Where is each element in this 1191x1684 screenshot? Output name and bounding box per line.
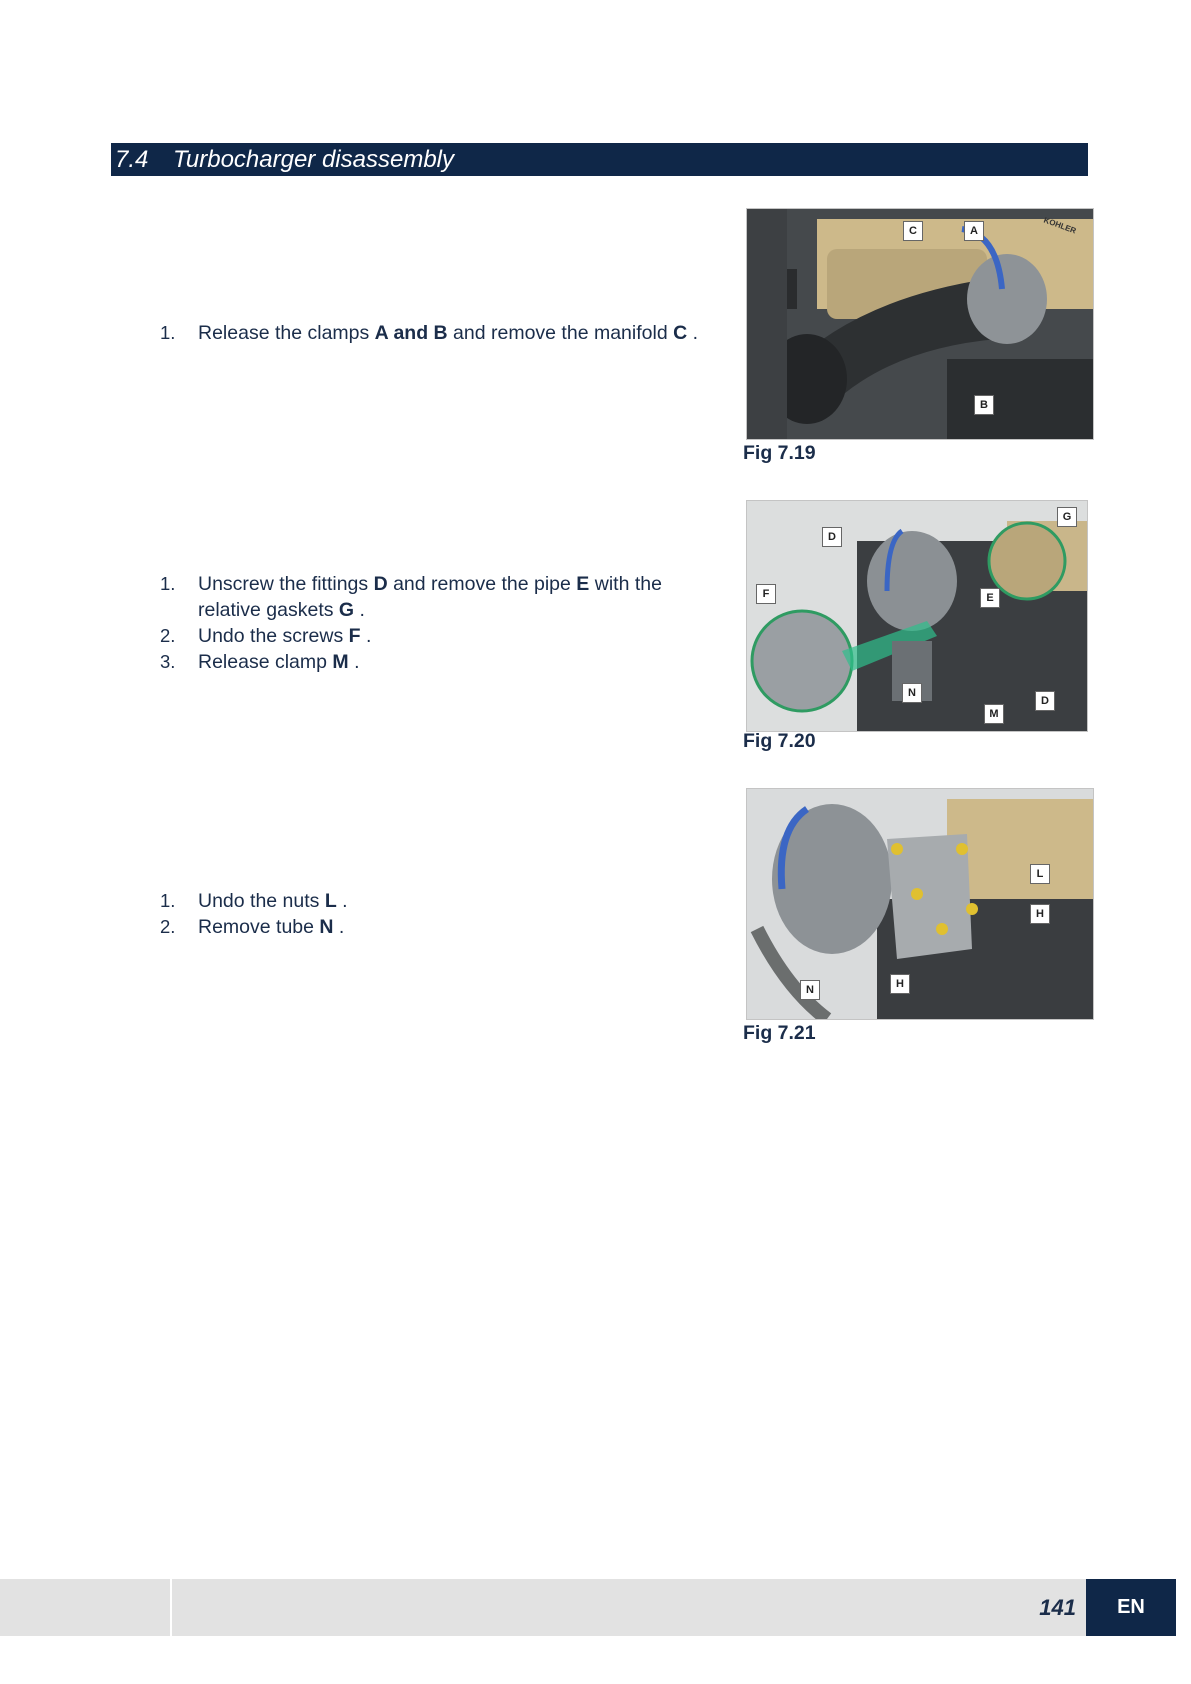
- step-list-2: [160, 571, 720, 675]
- figure-7-20-image: [746, 500, 1088, 732]
- callout-h-lower: H: [890, 974, 910, 994]
- callout-a: A: [964, 221, 984, 241]
- step-number: 3.: [160, 651, 176, 672]
- step-item: [160, 320, 720, 346]
- step-number: 2.: [160, 625, 176, 646]
- callout-g: G: [1057, 507, 1077, 527]
- step-item: [160, 571, 720, 623]
- step-item: [160, 888, 720, 914]
- step-text: Unscrew the fittings D and remove the pipe E with the relative gaskets G .: [198, 573, 662, 621]
- page-number: 141: [1039, 1594, 1076, 1620]
- callout-l: L: [1030, 864, 1050, 884]
- step-text: Release the clamps A and B and remove the manifold C .: [198, 322, 699, 344]
- figure-caption: Fig 7.19: [743, 442, 816, 464]
- step-item: [160, 914, 720, 940]
- figure-7-21-image: [746, 788, 1094, 1020]
- callout-h: H: [1030, 904, 1050, 924]
- callout-m: M: [984, 704, 1004, 724]
- figure-caption: Fig 7.20: [743, 730, 816, 752]
- step-item: [160, 623, 720, 649]
- step-number: 1.: [160, 322, 176, 343]
- callout-e: E: [980, 588, 1000, 608]
- language-badge: EN: [1086, 1579, 1176, 1636]
- callout-f: F: [756, 584, 776, 604]
- callout-c: C: [903, 221, 923, 241]
- step-item: [160, 649, 720, 675]
- step-text: Release clamp M .: [198, 651, 360, 673]
- footer-divider: [170, 1579, 172, 1636]
- step-text: Remove tube N .: [198, 916, 345, 938]
- figure-caption: Fig 7.21: [743, 1022, 816, 1044]
- step-text: Undo the nuts L .: [198, 890, 348, 912]
- callout-b: B: [974, 395, 994, 415]
- step-text: Undo the screws F .: [198, 625, 372, 647]
- callout-d: D: [822, 527, 842, 547]
- section-header: [111, 143, 1088, 176]
- figure-7-19-image: [746, 208, 1094, 440]
- section-title: Turbocharger disassembly: [173, 146, 455, 173]
- section-number: 7.4: [115, 146, 149, 173]
- step-number: 1.: [160, 890, 176, 911]
- callout-d-lower: D: [1035, 691, 1055, 711]
- step-number: 1.: [160, 573, 176, 594]
- callout-n: N: [902, 683, 922, 703]
- footer-bar: [0, 1579, 1086, 1636]
- step-list-3: [160, 888, 720, 940]
- step-list-1: [160, 320, 720, 346]
- step-number: 2.: [160, 916, 176, 937]
- callout-n: N: [800, 980, 820, 1000]
- kohler-logo: KOHLER: [1042, 215, 1078, 236]
